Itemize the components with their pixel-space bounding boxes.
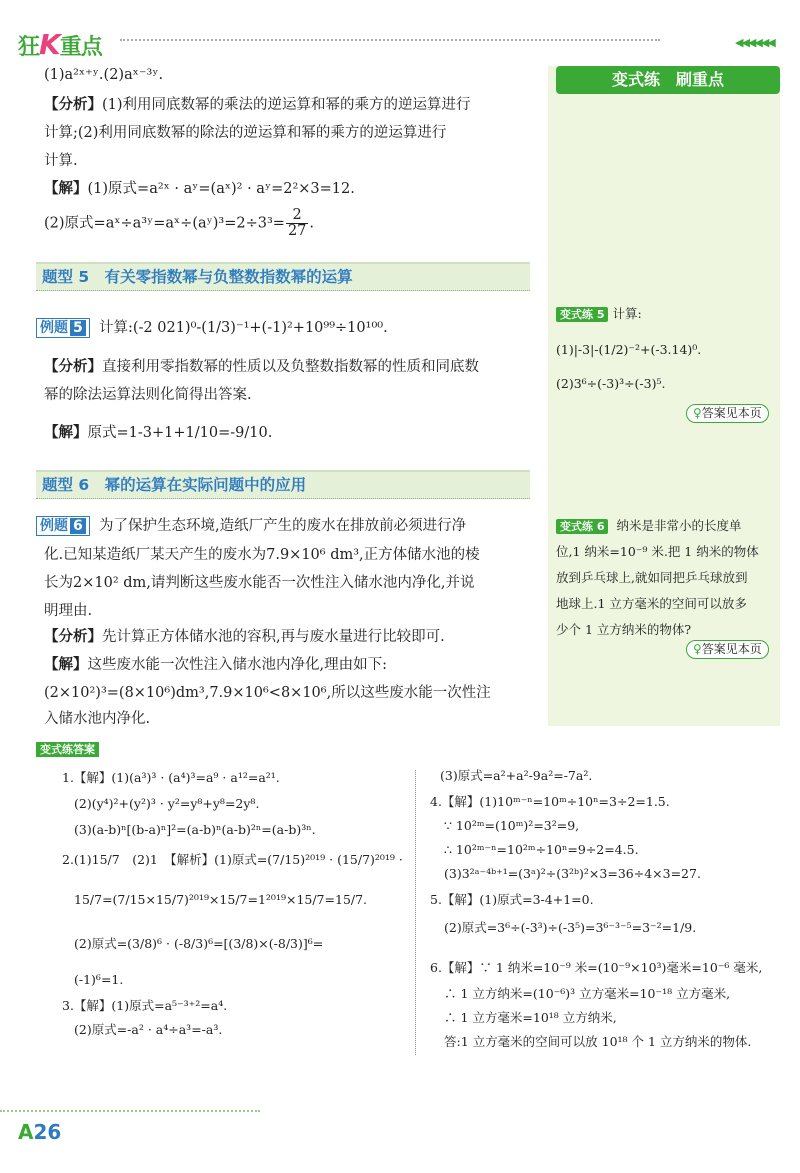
- answer-line: (3)3²ᵃ⁻⁴ᵇ⁺¹=(3ᵃ)²÷(3²ᵇ)²×3=36÷4×3=27.: [444, 866, 701, 881]
- series-logo: 狂K重点: [18, 28, 102, 61]
- answer-line: (3)原式=a²+a²-9a²=-7a².: [440, 768, 593, 783]
- example-answers-line: (1)a²ˣ⁺ʸ.(2)aˣ⁻³ʸ.: [44, 67, 164, 83]
- analysis-line-1: 【分析】(1)利用同底数幂的乘法的逆运算和幂的乘方的逆运算进行: [44, 96, 471, 113]
- answer-note-pill-5: ♀答案见本页: [686, 404, 769, 423]
- section-5-header: 题型 5 有关零指数幂与负整数指数幂的运算: [36, 262, 530, 291]
- header-arrows: ◀◀◀◀◀◀: [735, 36, 774, 49]
- example-6-question-4: 明理由.: [44, 603, 93, 619]
- answer-line: 6.【解】∵ 1 纳米=10⁻⁹ 米=(10⁻⁹×10³)毫米=10⁻⁶ 毫米,: [430, 960, 763, 975]
- practice-6-line-2: 位,1 纳米=10⁻⁹ 米.把 1 纳米的物体: [556, 544, 759, 559]
- answers-header: 变式练答案: [36, 742, 99, 757]
- practice-5-badge: 变式练 5: [556, 307, 608, 322]
- answer-line: (2)(y⁴)²+(y²)³ · y²=y⁸+y⁸=2y⁸.: [74, 796, 260, 811]
- pin-icon: ♀: [693, 642, 702, 656]
- practice-6-line-5: 少个 1 立方纳米的物体?: [556, 622, 692, 637]
- example-5-badge: 例题 5: [36, 318, 90, 338]
- answer-line: (2)原式=3⁶÷(-3³)÷(-3⁵)=3⁶⁻³⁻⁵=3⁻²=1/9.: [444, 920, 697, 935]
- answer-line: ∴ 1 立方毫米=10¹⁸ 立方纳米,: [444, 1010, 617, 1025]
- example-5-analysis-2: 幂的除法运算法则化简得出答案.: [44, 387, 252, 403]
- example-6-question-1: 例题 6 为了保护生态环境,造纸厂产生的废水在排放前必须进行净: [36, 516, 466, 536]
- practice-5-line-2: (2)3⁶÷(-3)³÷(-3)⁵.: [556, 376, 666, 391]
- header-divider: [120, 39, 660, 41]
- answers-column-divider: [415, 770, 416, 1055]
- practice-5-line-1: (1)|-3|-(1/2)⁻²+(-3.14)⁰.: [556, 342, 702, 357]
- practice-6-line-3: 放到乒乓球上,就如同把乒乓球放到: [556, 570, 748, 585]
- answer-line: 2.(1)15/7 (2)1 【解析】(1)原式=(7/15)²⁰¹⁹ · (15/7)²⁰¹⁹ ·: [62, 852, 403, 867]
- practice-6-line-4: 地球上.1 立方毫米的空间可以放多: [556, 596, 747, 611]
- section-6-header: 题型 6 幂的运算在实际问题中的应用: [36, 470, 530, 499]
- answer-note-pill-6: ♀答案见本页: [686, 640, 769, 659]
- footer-divider: [0, 1110, 260, 1112]
- example-6-solution-1: 【解】这些废水能一次性注入储水池内净化,理由如下:: [44, 656, 387, 673]
- answer-line: (2)原式=(3/8)⁶ · (-8/3)⁶=[(3/8)×(-8/3)]⁶=: [74, 936, 324, 951]
- example-5-analysis-1: 【分析】直接利用零指数幂的性质以及负整数指数幂的性质和同底数: [44, 358, 479, 375]
- answer-line: 15/7=(7/15×15/7)²⁰¹⁹×15/7=1²⁰¹⁹×15/7=15/7.: [74, 892, 368, 907]
- answer-line: ∴ 1 立方纳米=(10⁻⁶)³ 立方毫米=10⁻¹⁸ 立方毫米,: [444, 986, 731, 1001]
- example-6-question-2: 化.已知某造纸厂某天产生的废水为7.9×10⁶ dm³,正方体储水池的棱: [44, 547, 480, 563]
- analysis-line-2: 计算;(2)利用同底数幂的除法的逆运算和幂的乘方的逆运算进行: [44, 125, 447, 141]
- answer-line: (-1)⁶=1.: [74, 972, 124, 987]
- page-number: A26: [18, 1120, 62, 1144]
- answer-line: (3)(a-b)ⁿ[(b-a)ⁿ]²=(a-b)ⁿ(a-b)²ⁿ=(a-b)³ⁿ.: [74, 822, 316, 837]
- practice-6-line-1: 变式练 6 纳米是非常小的长度单: [556, 518, 741, 534]
- answer-line: ∵ 10²ᵐ=(10ᵐ)²=3²=9,: [444, 818, 580, 833]
- example-5-solution: 【解】原式=1-3+1+1/10=-9/10.: [44, 424, 273, 441]
- answer-line: ∴ 10²ᵐ⁻ⁿ=10²ᵐ÷10ⁿ=9÷2=4.5.: [444, 842, 639, 857]
- example-5-question: 例题 5 计算:(-2 021)⁰-(1/3)⁻¹+(-1)²+10⁹⁹÷10¹⁰⁰.: [36, 318, 388, 338]
- example-6-question-3: 长为2×10² dm,请判断这些废水能否一次性注入储水池内净化,并说: [44, 575, 475, 591]
- pin-icon: ♀: [693, 406, 702, 420]
- example-6-solution-2: (2×10²)³=(8×10⁶)dm³,7.9×10⁶<8×10⁶,所以这些废水能一次性注: [44, 685, 491, 701]
- analysis-line-3: 计算.: [44, 153, 78, 169]
- answer-line: 1.【解】(1)(a³)³ · (a⁴)³=a⁹ · a¹²=a²¹.: [62, 770, 280, 785]
- practice-6-badge: 变式练 6: [556, 519, 608, 534]
- example-6-solution-3: 入储水池内净化.: [44, 711, 151, 727]
- answer-line: 5.【解】(1)原式=3-4+1=0.: [430, 892, 594, 907]
- answer-line: 3.【解】(1)原式=a⁵⁻³⁺²=a⁴.: [62, 998, 228, 1013]
- example-6-badge: 例题 6: [36, 516, 90, 536]
- practice-panel-title: 变式练 刷重点: [556, 66, 780, 94]
- solution-line-1: 【解】(1)原式=a²ˣ · aʸ=(aˣ)² · aʸ=2²×3=12.: [44, 180, 355, 197]
- example-6-analysis: 【分析】先计算正方体储水池的容积,再与废水量进行比较即可.: [44, 628, 445, 645]
- practice-5-intro: 变式练 5 计算:: [556, 306, 642, 322]
- answer-line: 答:1 立方毫米的空间可以放 10¹⁸ 个 1 立方纳米的物体.: [444, 1034, 752, 1049]
- answer-line: (2)原式=-a² · a⁴÷a³=-a³.: [74, 1022, 223, 1037]
- answer-line: 4.【解】(1)10ᵐ⁻ⁿ=10ᵐ÷10ⁿ=3÷2=1.5.: [430, 794, 670, 809]
- solution-line-2: (2)原式=aˣ÷a³ʸ=aˣ÷(aʸ)³=2÷3³= $\frac{2}{27}$ .: [44, 207, 314, 239]
